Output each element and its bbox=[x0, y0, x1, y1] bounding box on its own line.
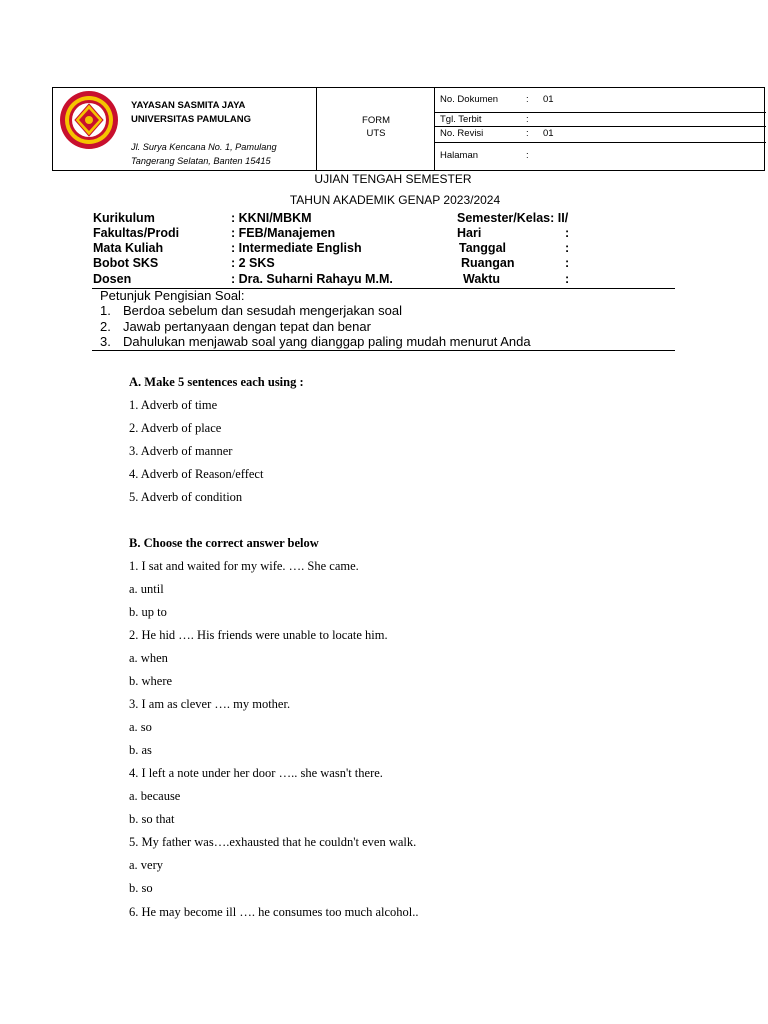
doc-row-colon: : bbox=[526, 114, 529, 125]
doc-row-colon: : bbox=[526, 94, 529, 105]
section-a-title: A. Make 5 sentences each using : bbox=[129, 375, 304, 389]
document-header-table bbox=[52, 87, 765, 171]
option: a. very bbox=[129, 858, 164, 872]
address-line-2: Tangerang Selatan, Banten 15415 bbox=[131, 156, 271, 166]
doc-row-revision bbox=[435, 127, 766, 143]
meta-value-bobot-sks: : 2 SKS bbox=[231, 256, 275, 270]
section-a-item: 1. Adverb of time bbox=[129, 398, 218, 412]
meta-value-tanggal: : bbox=[565, 241, 570, 255]
section-a-item: 3. Adverb of manner bbox=[129, 444, 233, 458]
doc-row-key: Tgl. Terbit bbox=[440, 114, 482, 125]
section-a-item: 4. Adverb of Reason/effect bbox=[129, 467, 264, 481]
question: 6. He may become ill …. he consumes too much alcohol.. bbox=[129, 905, 419, 919]
option: a. because bbox=[129, 789, 181, 803]
doc-row-value: 01 bbox=[543, 94, 554, 105]
doc-row-value: 01 bbox=[543, 128, 554, 139]
instruction-text: Dahulukan menjawab soal yang dianggap paling mudah menurut Anda bbox=[123, 334, 531, 349]
university-logo bbox=[59, 90, 119, 150]
option: b. where bbox=[129, 674, 173, 688]
question: 5. My father was….exhausted that he couldn't even walk. bbox=[129, 835, 417, 849]
doc-row-key: No. Revisi bbox=[440, 128, 484, 139]
doc-row-colon: : bbox=[526, 150, 529, 161]
address-line-1: Jl. Surya Kencana No. 1, Pamulang bbox=[131, 142, 277, 152]
instruction-text: Jawab pertanyaan dengan tepat dan benar bbox=[123, 319, 371, 334]
option: a. when bbox=[129, 651, 168, 665]
meta-label-fakultas: Fakultas/Prodi bbox=[93, 226, 180, 240]
meta-value-mata-kuliah: : Intermediate English bbox=[231, 241, 362, 255]
instructions-title: Petunjuk Pengisian Soal: bbox=[100, 288, 245, 303]
meta-value-kurikulum: : KKNI/MBKM bbox=[231, 211, 312, 225]
option: b. up to bbox=[129, 605, 167, 619]
divider-bottom bbox=[92, 350, 675, 351]
doc-row-colon: : bbox=[526, 128, 529, 139]
meta-label-hari: Hari bbox=[457, 226, 482, 240]
meta-label-ruangan: Ruangan bbox=[461, 256, 515, 270]
section-a-item: 2. Adverb of place bbox=[129, 421, 222, 435]
section-b-title: B. Choose the correct answer below bbox=[129, 536, 319, 550]
question: 1. I sat and waited for my wife. …. She came. bbox=[129, 559, 359, 573]
form-cell bbox=[317, 88, 435, 170]
question: 3. I am as clever …. my mother. bbox=[129, 697, 291, 711]
option: b. as bbox=[129, 743, 152, 757]
meta-value-dosen: : Dra. Suharni Rahayu M.M. bbox=[231, 272, 393, 286]
option: a. so bbox=[129, 720, 152, 734]
meta-value-fakultas: : FEB/Manajemen bbox=[231, 226, 336, 240]
meta-label-mata-kuliah: Mata Kuliah bbox=[93, 241, 164, 255]
doc-row-number bbox=[435, 88, 766, 113]
question: 2. He hid …. His friends were unable to locate him. bbox=[129, 628, 388, 642]
foundation-name: YAYASAN SASMITA JAYA bbox=[131, 100, 246, 111]
exam-title: UJIAN TENGAH SEMESTER bbox=[314, 172, 472, 186]
institution-cell bbox=[53, 88, 317, 170]
option: b. so that bbox=[129, 812, 175, 826]
meta-value-ruangan: : bbox=[565, 256, 570, 270]
instruction-text: Berdoa sebelum dan sesudah mengerjakan soal bbox=[123, 303, 402, 318]
instruction-number: 2. bbox=[100, 319, 111, 334]
question: 4. I left a note under her door ….. she wasn't there. bbox=[129, 766, 383, 780]
document-info-cell bbox=[435, 88, 766, 170]
meta-value-hari: : bbox=[565, 226, 570, 240]
doc-row-page bbox=[435, 143, 766, 171]
option: b. so bbox=[129, 881, 153, 895]
meta-label-kurikulum: Kurikulum bbox=[93, 211, 155, 225]
meta-label-semester: Semester/Kelas: II/ bbox=[457, 211, 569, 225]
section-a-item: 5. Adverb of condition bbox=[129, 490, 243, 504]
form-label: FORM bbox=[362, 115, 390, 126]
option: a. until bbox=[129, 582, 164, 596]
university-name: UNIVERSITAS PAMULANG bbox=[131, 114, 251, 125]
meta-label-tanggal: Tanggal bbox=[459, 241, 506, 255]
instruction-number: 3. bbox=[100, 334, 111, 349]
doc-row-issue-date bbox=[435, 113, 766, 127]
doc-row-key: No. Dokumen bbox=[440, 94, 499, 105]
form-type: UTS bbox=[366, 128, 386, 139]
meta-label-waktu: Waktu bbox=[463, 272, 501, 286]
meta-value-waktu: : bbox=[565, 272, 570, 286]
doc-row-key: Halaman bbox=[440, 150, 479, 161]
academic-year-title: TAHUN AKADEMIK GENAP 2023/2024 bbox=[289, 193, 501, 207]
meta-label-dosen: Dosen bbox=[93, 272, 132, 286]
instruction-number: 1. bbox=[100, 303, 111, 318]
meta-label-bobot-sks: Bobot SKS bbox=[93, 256, 159, 270]
